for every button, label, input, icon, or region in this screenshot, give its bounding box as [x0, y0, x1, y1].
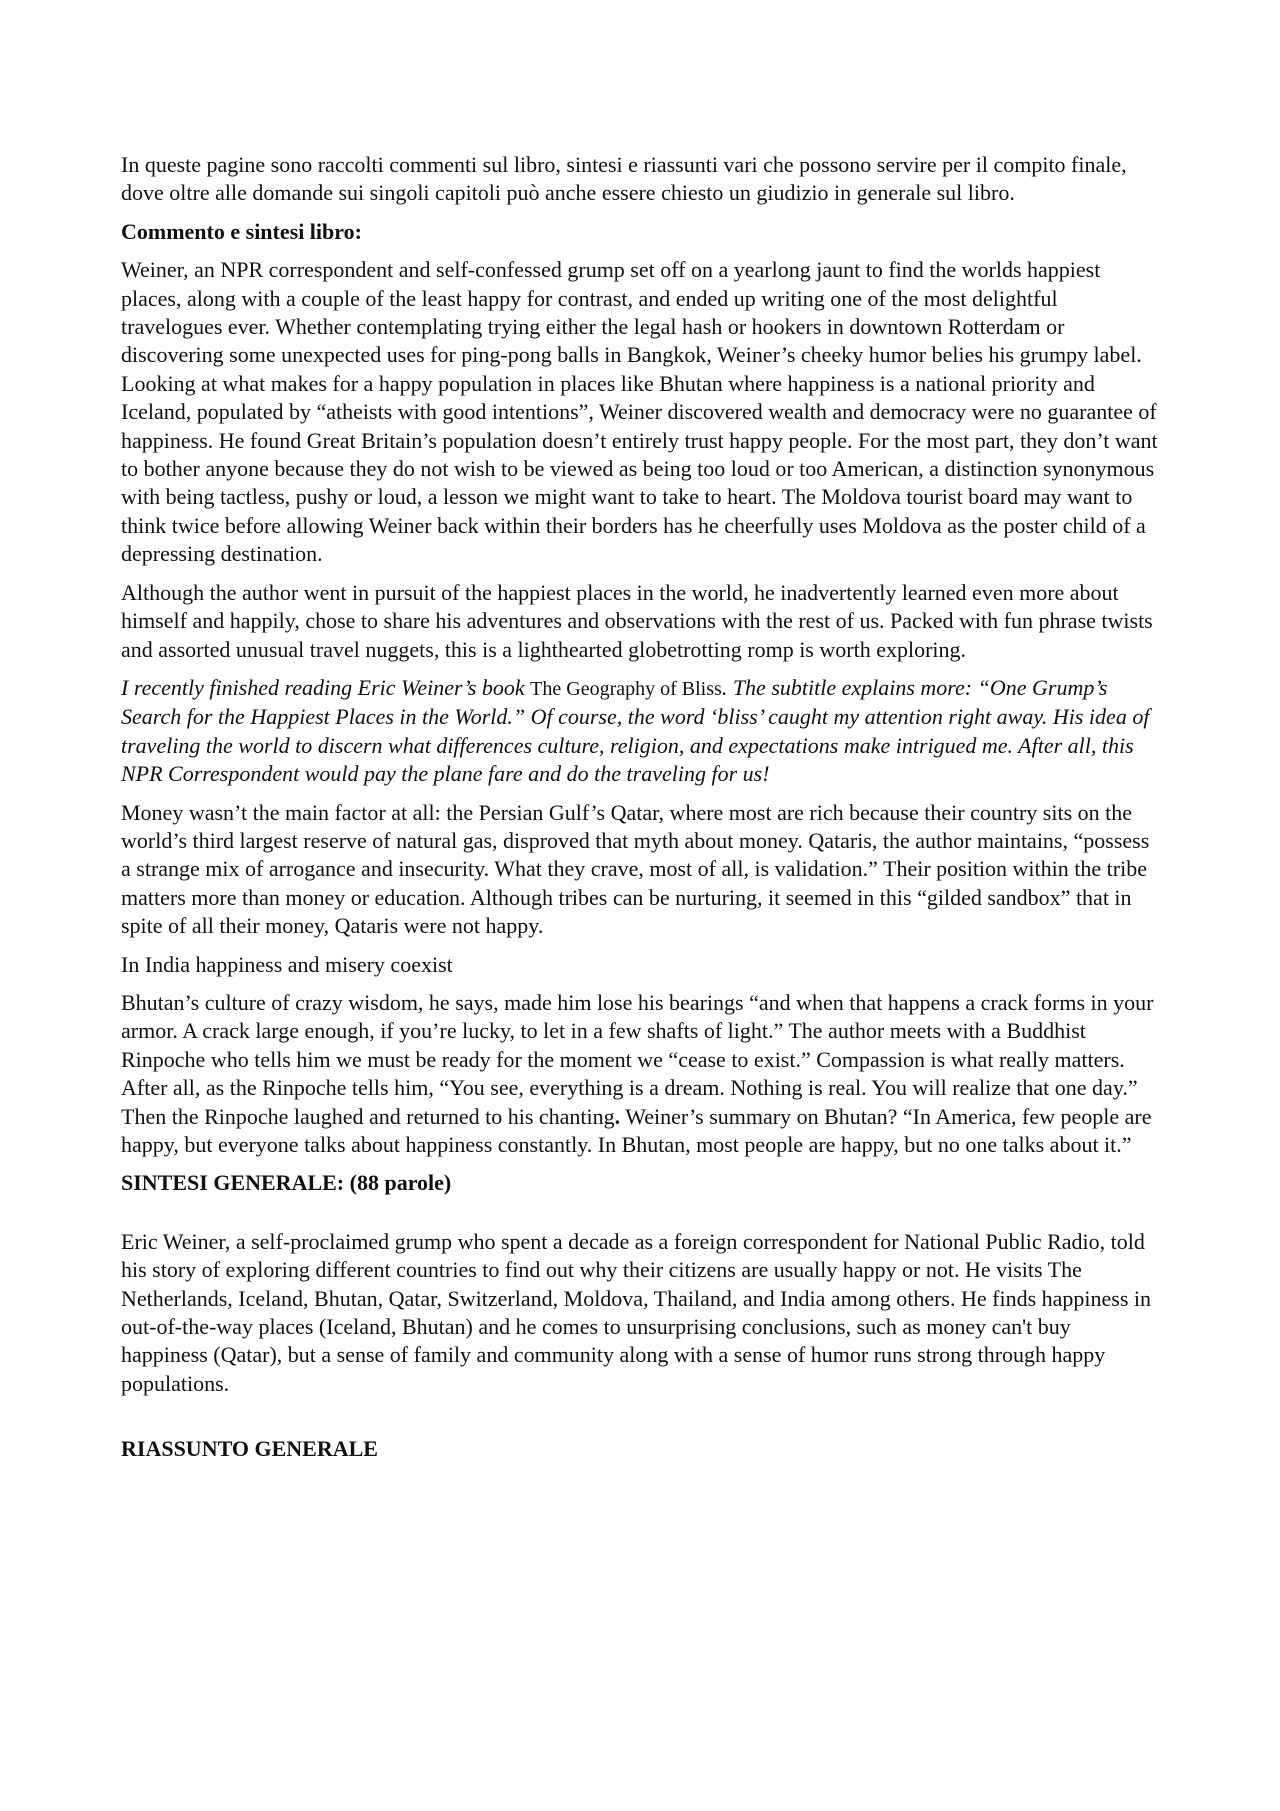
book-title: The Geography of Bliss [530, 677, 722, 700]
paragraph-author-pursuit: Although the author went in pursuit of the happiest places in the world, he inadvertently learned even more about himself and happily, chose to share his adventures and observations with the rest of us. Packed with fun phrase twists and assorted unusual travel nuggets, this is a lighthearted globetrotting romp is worth exploring. [121, 579, 1153, 662]
intro-paragraph: In queste pagine sono raccolti commenti sul libro, sintesi e riassunti vari che possono servire per il compito finale, dove oltre alle domande sui singoli capitoli può anche essere chiesto un giudizio in generale sul libro. [121, 152, 1127, 206]
paragraph-bhutan [121, 989, 1162, 1159]
paragraph-sintesi: Eric Weiner, a self-proclaimed grump who spent a decade as a foreign correspondent for National Public Radio, told his story of exploring different countries to find out why their citizens are usually happy or not. He visits The Netherlands, Iceland, Bhutan, Qatar, Switzerland, Moldova, Thailand, and India among others. He finds happiness in out-of-the-way places (Iceland, Bhutan) and he comes to unsurprising conclusions, such as money can't buy happiness (Qatar), but a sense of family and community along with a sense of humor runs strong through happy populations. [121, 1228, 1152, 1396]
heading-riassunto-generale: RIASSUNTO GENERALE [121, 1436, 378, 1462]
heading-commento: Commento e sintesi libro: [121, 218, 362, 244]
paragraph-india: In India happiness and misery coexist [121, 951, 453, 977]
bhutan-bold-period: . [614, 1103, 621, 1129]
paragraph-weiner-overview: Weiner, an NPR correspondent and self-confessed grump set off on a yearlong jaunt to find the worlds happiest places, along with a couple of the least happy for contrast, and ended up writing one of the most delightful travelogues ever. Whether contemplating trying either the legal hash or hookers in downtown Rotterdam or discovering some unexpected uses for ping-pong balls in Bangkok, Weiner’s cheeky humor belies his grumpy label. Looking at what makes for a happy population in places like Bhutan where happiness is a national priority and Iceland, populated by “atheists with good intentions”, Weiner discovered wealth and democracy were no guarantee of happiness. He found Great Britain’s population doesn’t entirely trust happy people. For the most part, they don’t want to bother anyone because they do not wish to be viewed as being too loud or too American, a distinction synonymous with being tactless, pushy or loud, a lesson we might want to take to heart. The Moldova tourist board may want to think twice before allowing Weiner back within their borders has he cheerfully uses Moldova as the poster child of a depressing destination. [121, 257, 1158, 567]
book-intro-text: I recently finished reading Eric Weiner’s book [121, 674, 531, 700]
bhutan-text-rest: Weiner’s summary on Bhutan? “In America, few people are happy, but everyone talks about happiness constantly. In Bhutan, most people are happy, but no one talks about it.” [121, 1103, 1152, 1157]
heading-sintesi-generale: SINTESI GENERALE: (88 parole) [121, 1170, 452, 1196]
paragraph-book-intro [121, 674, 1162, 789]
bhutan-text: Bhutan’s culture of crazy wisdom, he says, made him lose his bearings “and when that happens a crack forms in your armor. A crack large enough, if you’re lucky, to let in a few shafts of light.” The author meets with a Buddhist Rinpoche who tells him we must be ready for the moment we “cease to exist.” Compassion is what really matters. After all, as the Rinpoche tells him, “You see, everything is a dream. Nothing is real. You will realize that one day.” Then the Rinpoche laughed and returned to his chanting [121, 989, 1154, 1129]
book-intro-rest: . The subtitle explains more: “One Grump’s Search for the Happiest Places in the World.” Of course, the word ‘bliss’ caught my attention right away. His idea of traveling the world to discern what differences culture, religion, and expectations make intrigued me. After all, this NPR Correspondent would pay the plane fare and do the traveling for us! [121, 674, 1150, 787]
paragraph-qatar: Money wasn’t the main factor at all: the Persian Gulf’s Qatar, where most are rich because their country sits on the world’s third largest reserve of natural gas, disproved that myth about money. Qataris, the author maintains, “possess a strange mix of arrogance and insecurity. What they crave, most of all, is validation.” Their position within the tribe matters more than money or education. Although tribes can be nurturing, it seemed in this “gilded sandbox” that in spite of all their money, Qataris were not happy. [121, 799, 1150, 939]
